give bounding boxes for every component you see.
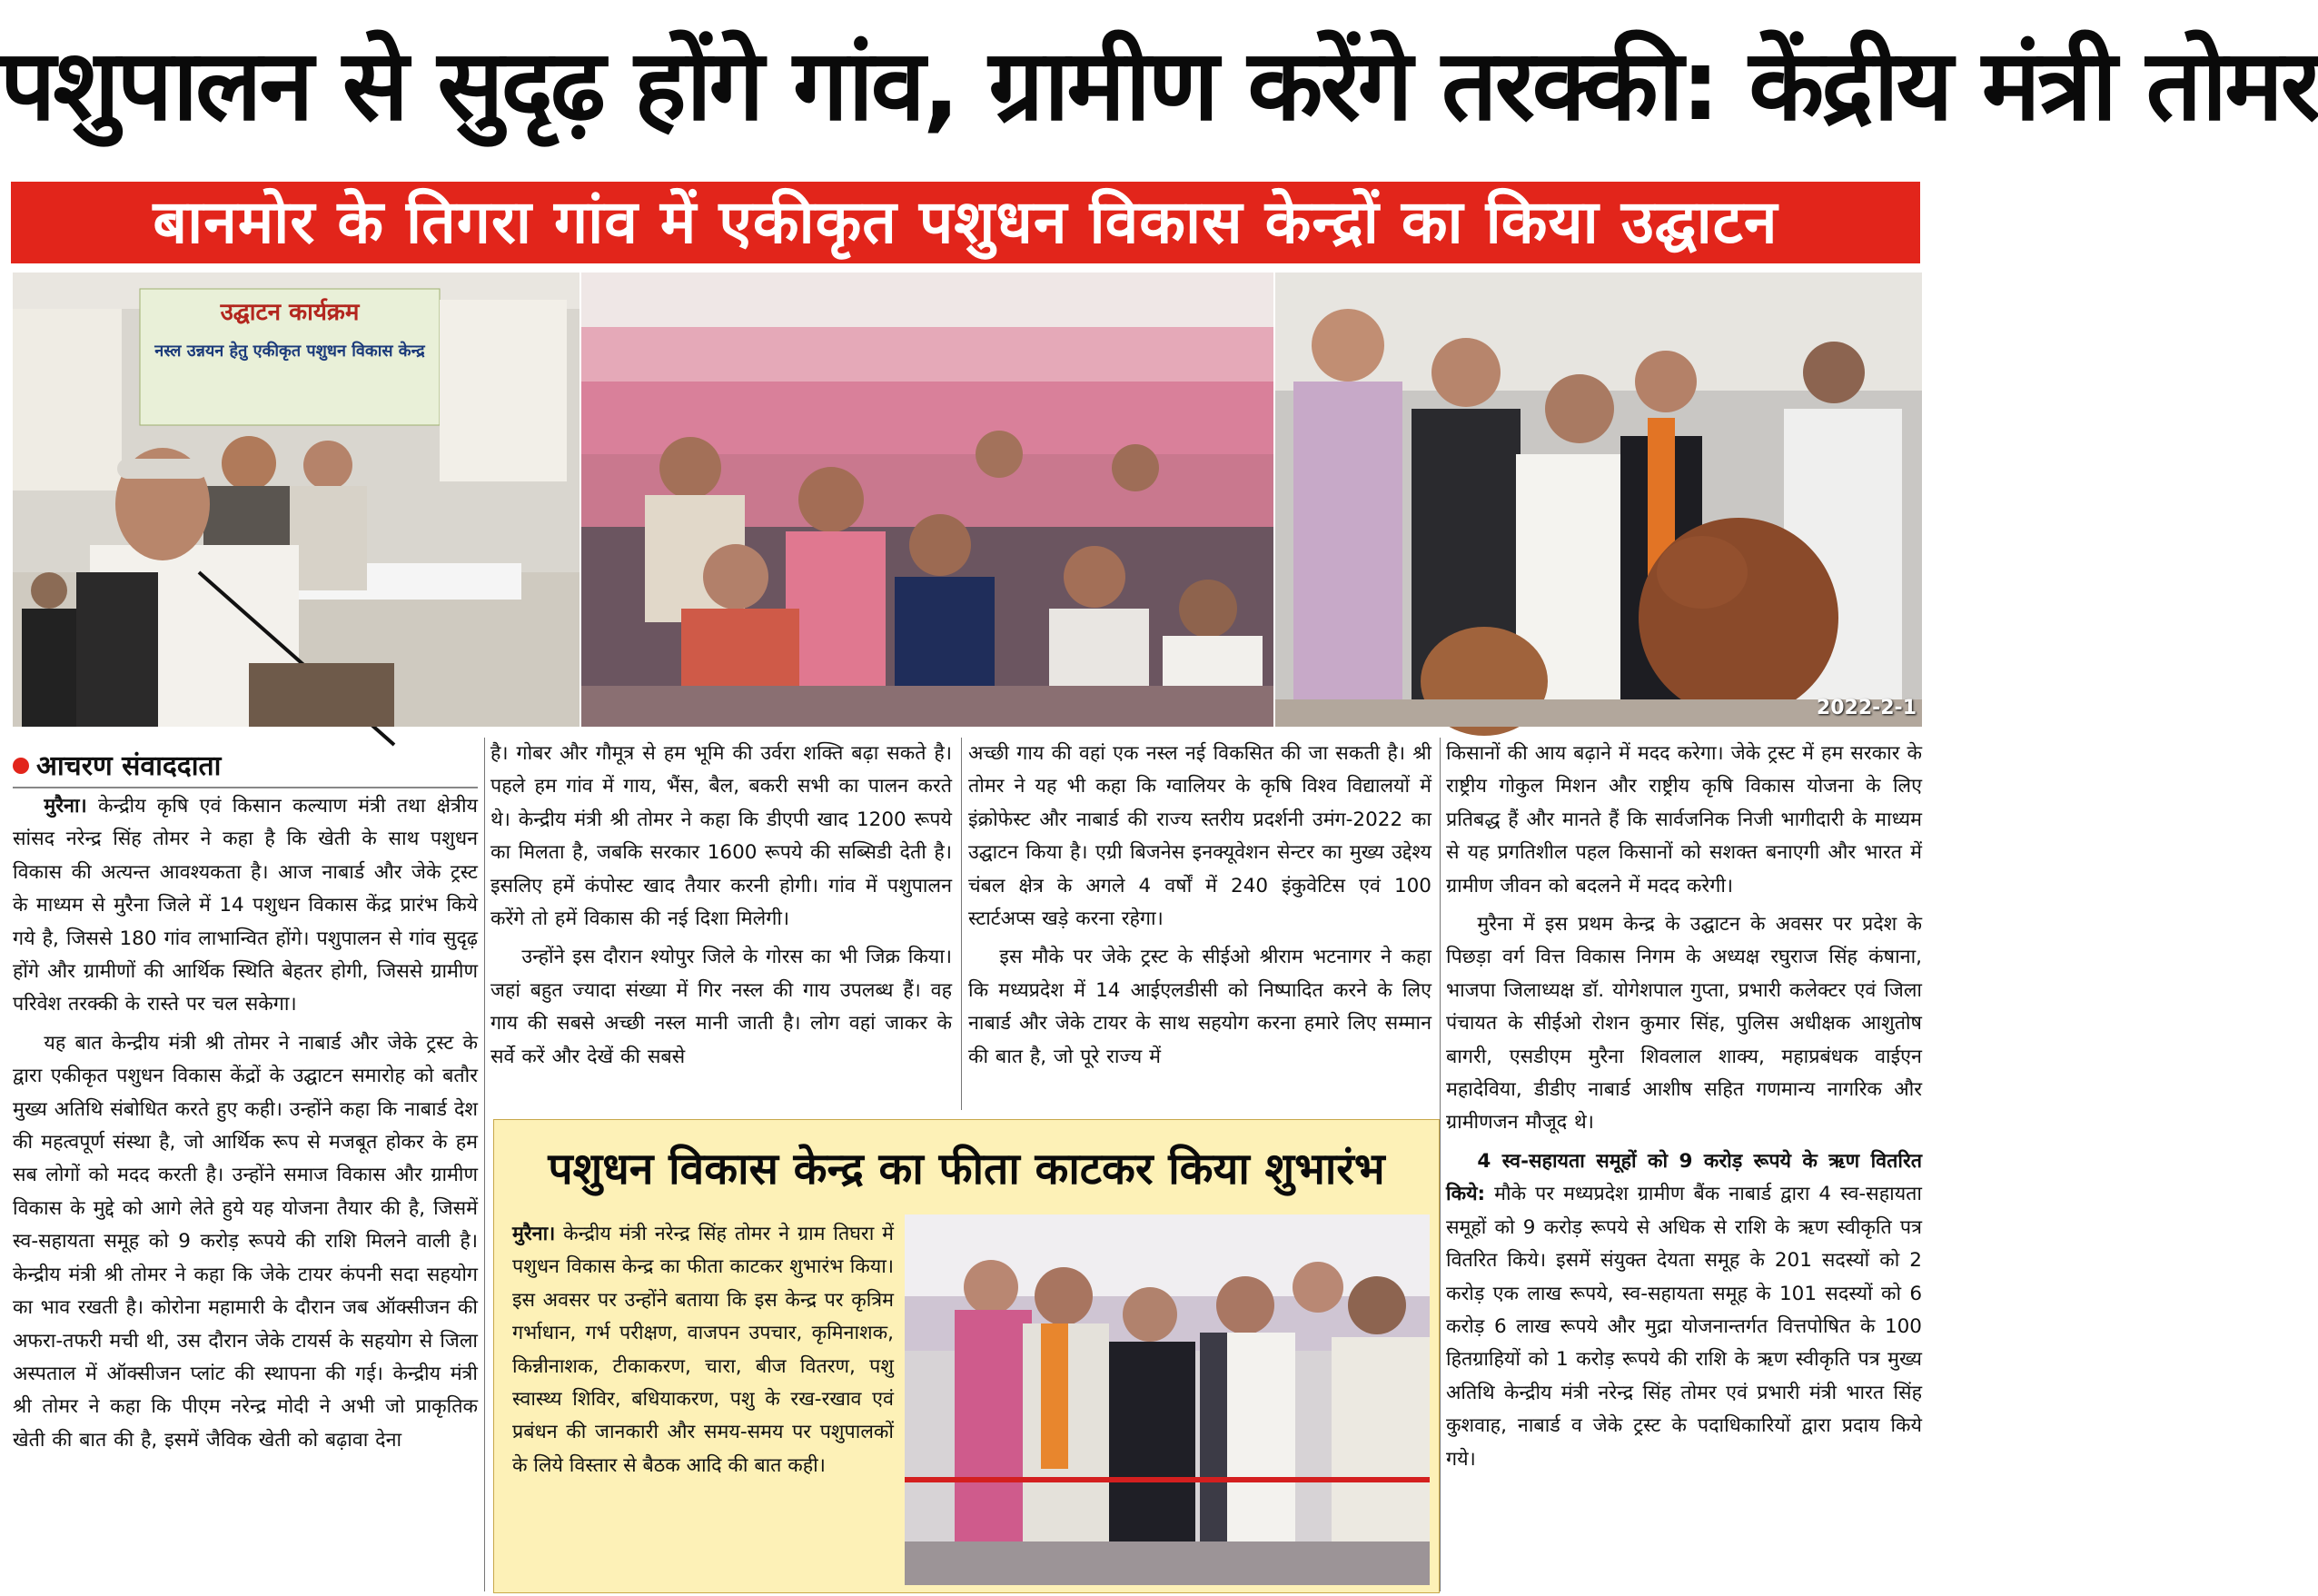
col3-paragraph-2: इस मौके पर जेके ट्रस्ट के सीईओ श्रीराम भटनागर ने कहा कि मध्यप्रदेश में 14 आईएलडीसी को निष्पादित करने के लिए नाबार्ड और जेके टायर के साथ सहयोग करना हमारे लिए सम्मान की बात है, जो पूरे राज्य में [968,946,1431,1068]
page-headline: पशुपालन से सुदृढ़ होंगे गांव, ग्रामीण करेंगे तरक्की: केंद्रीय मंत्री तोमर [0,29,2318,143]
photo-officials-calf [1275,273,1922,727]
col1-paragraph-1: केन्द्रीय कृषि एवं किसान कल्याण मंत्री तथा क्षेत्रीय सांसद नरेन्द्र सिंह तोमर ने कहा है कि खेती के साथ पशुधन विकास की अत्यन्त आवश्यकता है। आज नाबार्ड और जेके ट्रस्ट के माध्यम से मुरैना जिले में 14 पशुधन विकास केंद्र प्रारंभ किये गये है, जिससे 180 गांव लाभान्वित होंगे। पशुपालन से गांव सुदृढ़ होंगे और ग्रामीणों की आर्थिक स्थिति बेहतर होगी, जिससे ग्रामीण परिवेश तरक्की के रास्ते पर चल सकेगा। [13,795,478,1016]
boxout-title: पशुधन विकास केन्द्र का फीता काटकर किया शुभारंभ [548,1144,1385,1195]
boxout-dateline: मुरैना। [512,1223,556,1245]
col2-paragraph-1: है। गोबर और गौमूत्र से हम भूमि की उर्वरा शक्ति बढ़ा सकते है। पहले हम गांव में गाय, भैंस, बैल, बकरी सभी का पालन करते थे। केन्द्रीय मंत्री श्री तोमर ने कहा कि डीएपी खाद 1200 रूपये का मिलता है, जबकि सरकार 1600 रूपये की सब्सिडी देती है। इसलिए हमें कंपोस्ट खाद तैयार करनी होगी। गांव में पशुपालन करेंगे तो हमें विकास की नई दिशा मिलेगी। [490,742,952,931]
banner-subtitle: नस्ल उन्नयन हेतु एकीकृत पशुधन विकास केन्द्र [154,342,425,361]
col4-paragraph-2: मुरैना में इस प्रथम केन्द्र के उद्घाटन के अवसर पर प्रदेश के पिछड़ा वर्ग वित्त विकास निगम के अध्यक्ष रघुराज सिंह कंषाना, भाजपा जिलाध्यक्ष डॉ. योगेशपाल गुप्ता, प्रभारी कलेक्टर एवं जिला पंचायत के सीईओ रोशन कुमार सिंह, पुलिस अधीक्षक आशुतोष बागरी, एसडीएम मुरैना शिवलाल शाक्य, महाप्रबंधक वाईएन महादेविया, डीडीए नाबार्ड आशीष सहित गणमान्य नागरिक और ग्रामीणजन मौजूद थे। [1446,913,1922,1135]
sub-headline: बानमोर के तिगरा गांव में एकीकृत पशुधन विकास केन्द्रों का किया उद्घाटन [11,182,1920,263]
boxout-story [493,1119,1440,1593]
col4-subhead: 4 स्व-सहायता समूहों को 9 करोड़ रूपये के ऋण वितरित किये: [1446,1149,1922,1206]
photo-minister-speech [13,273,580,727]
boxout-text [512,1218,894,1586]
col2-paragraph-2: उन्होंने इस दौरान श्योपुर जिले के गोरस का भी जिक्र किया। जहां बहुत ज्यादा संख्या में गिर नस्ल की गाय उपलब्ध हैं। वह गाय की सबसे अच्छी नस्ल मानी जाती है। लोग वहां जाकर के सर्वे करें और देखें की सबसे [490,946,952,1068]
boxout-paragraph: केन्द्रीय मंत्री नरेन्द्र सिंह तोमर ने ग्राम तिघरा में पशुधन विकास केन्द्र का फीता काटकर शुभारंभ किया। इस अवसर पर उन्होंने बताया कि इस केन्द्र पर कृत्रिम गर्भाधान, गर्भ परीक्षण, वाजपन उपचार, कृमिनाशक, किन्नीनाशक, टीकाकरण, चारा, बीज वितरण, पशु स्वास्थ्य शिविर, बधियाकरण, पशु के रख-रखाव एवं प्रबंधन की जानकारी और समय-समय पर पशुपालकों के लिये विस्तार से बैठक आदि की बात कही। [512,1223,894,1477]
photo-audience [581,273,1273,727]
article-column-2 [490,738,952,1105]
article-column-1 [13,790,478,1591]
byline [13,747,467,787]
photo-ribbon-cutting [905,1214,1430,1585]
col3-paragraph-1: अच्छी गाय की वहां एक नस्ल नई विकसित की जा सकती है। श्री तोमर ने यह भी कहा कि ग्वालियर के कृषि विश्व विद्यालयों में इंक्रोफेस्ट और नाबार्ड की राज्य स्तरीय प्रदर्शनी उमंग-2022 का उद्घाटन किया है। एग्री बिजनेस इनक्यूवेशन सेन्टर का मुख्य उद्देश्य चंबल क्षेत्र के अगले 4 वर्षों में 240 इंकुवेटिस एवं 100 स्टार्टअप्स खड़े करना रहेगा। [968,742,1431,931]
column-rule [484,738,485,1591]
col4-paragraph-3: मौके पर मध्यप्रदेश ग्रामीण बैंक नाबार्ड द्वारा 4 स्व-सहायता समूहों को 9 करोड़ रूपये से अधिक से राशि के ऋण स्वीकृति पत्र वितरित किये। इसमें संयुक्त देयता समूह के 201 सदस्यों को 2 करोड़ एक लाख रूपये, स्व-सहायता समूह के 101 सदस्यों को 6 करोड़ 6 लाख रूपये और मुद्रा योजनान्तर्गत वित्तपोषित के 100 हितग्राहियों को 1 करोड़ रूपये की राशि के ऋण स्वीकृति पत्र मुख्य अतिथि केन्द्रीय मंत्री नरेन्द्र सिंह तोमर एवं प्रभारी मंत्री भारत सिंह कुशवाह, नाबार्ड व जेके ट्रस्ट के पदाधिकारियों द्वारा प्रदाय किये गये। [1446,1183,1922,1471]
byline-dot-icon [13,758,29,774]
col1-paragraph-2: यह बात केन्द्रीय मंत्री श्री तोमर ने नाबार्ड और जेके ट्रस्ट के द्वारा एकीकृत पशुधन विकास केंद्रों के उद्घाटन समारोह को बतौर मुख्य अतिथि संबोधित करते हुए कही। उन्होंने कहा कि नाबार्ड देश की महत्वपूर्ण संस्था है, जो आर्थिक रूप से मजबूत होकर के हम सब लोगों को मदद करती है। उन्होंने समाज विकास और ग्रामीण विकास के मुद्दे को आगे लेते हुये यह योजना तैयार की है, जिसमें स्व-सहायता समूह को 9 करोड़ रूपये की राशि मिलने वाली है। केन्द्रीय मंत्री श्री तोमर ने कहा कि जेके टायर कंपनी सदा सहयोग का भाव रखती है। कोरोना महामारी के दौरान जब ऑक्सीजन की अफरा-तफरी मची थी, उस दौरान जेके टायर्स के सहयोग से जिला अस्पताल में ऑक्सीजन प्लांट की स्थापना की गई। केन्द्रीय मंत्री श्री तोमर ने कहा कि पीएम नरेन्द्र मोदी ने अभी जो प्राकृतिक खेती की बात की है, इसमें जैविक खेती को बढ़ावा देना [13,1031,478,1452]
article-column-3 [968,738,1431,1105]
col4-paragraph-1: किसानों की आय बढ़ाने में मदद करेगा। जेके ट्रस्ट में हम सरकार के राष्ट्रीय गोकुल मिशन और राष्ट्रीय कृषि विकास योजना के लिए प्रतिबद्ध हैं और मानते हैं कि सार्वजनिक निजी भागीदारी के माध्यम से यह प्रगतिशील पहल किसानों को सशक्त बनाएगी और भारत में ग्रामीण जीवन को बदलने में मदद करेगी। [1446,742,1922,897]
column-rule [1440,738,1441,1591]
column-rule [961,738,962,1110]
photo-date-stamp: 2022-2-1 [1816,697,1917,719]
byline-rule [13,787,478,788]
dateline: मुरैना। [44,795,87,818]
byline-text: आचरण संवाददाता [36,750,222,782]
banner-title: उद्घाटन कार्यक्रम [220,299,360,326]
article-column-4 [1446,738,1922,1591]
